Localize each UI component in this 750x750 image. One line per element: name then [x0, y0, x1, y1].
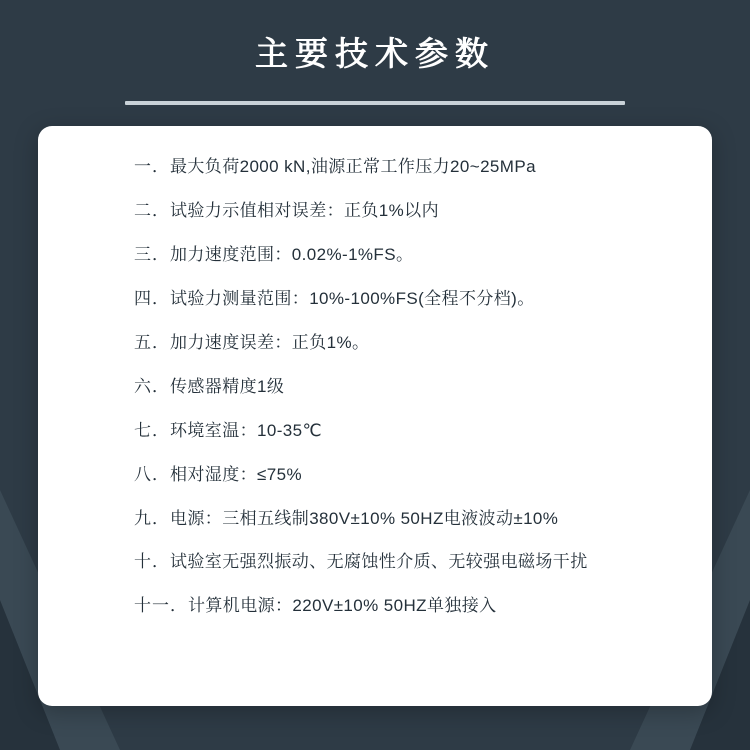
list-item	[72, 595, 678, 618]
list-item	[72, 288, 678, 311]
spec-card	[38, 126, 712, 706]
list-item	[72, 551, 678, 574]
page-title: 主要技术参数	[255, 35, 495, 72]
list-item-text: 加力速度范围：0.02%-1%FS。	[170, 244, 414, 264]
list-item-index: 六．	[134, 376, 170, 396]
list-item	[72, 508, 678, 531]
list-item-index: 四．	[134, 288, 170, 308]
list-item-text: 加力速度误差：正负1%。	[170, 332, 370, 352]
list-item	[72, 376, 678, 399]
list-item	[72, 244, 678, 267]
list-item	[72, 332, 678, 355]
list-item-index: 五．	[134, 332, 170, 352]
list-item-text: 传感器精度1级	[170, 376, 285, 396]
list-item-index: 三．	[134, 244, 170, 264]
list-item-text: 环境室温：10-35℃	[170, 420, 322, 440]
list-item-text: 试验室无强烈振动、无腐蚀性介质、无较强电磁场干扰	[170, 552, 588, 572]
list-item-index: 七．	[134, 420, 170, 440]
list-item	[72, 200, 678, 223]
spec-list	[72, 156, 678, 684]
list-item-index: 二．	[134, 200, 170, 220]
list-item	[72, 420, 678, 443]
list-item	[72, 464, 678, 487]
list-item-text: 最大负荷2000 kN,油源正常工作压力20~25MPa	[170, 157, 536, 176]
list-item	[72, 156, 678, 179]
list-item-text: 计算机电源：220V±10% 50HZ单独接入	[188, 596, 497, 616]
list-item-index: 一．	[134, 157, 170, 176]
list-item-text: 相对湿度：≤75%	[170, 464, 302, 484]
list-item-text: 试验力示值相对误差：正负1%以内	[170, 200, 439, 220]
list-item-index: 八．	[134, 464, 170, 484]
list-item-index: 十．	[134, 552, 170, 572]
list-item-text: 电源：三相五线制380V±10% 50HZ电液波动±10%	[170, 508, 559, 528]
list-item-index: 十一．	[134, 596, 188, 616]
list-item-index: 九．	[134, 508, 170, 528]
title-underline	[125, 101, 625, 105]
list-item-text: 试验力测量范围：10%-100%FS(全程不分档)。	[170, 288, 535, 308]
